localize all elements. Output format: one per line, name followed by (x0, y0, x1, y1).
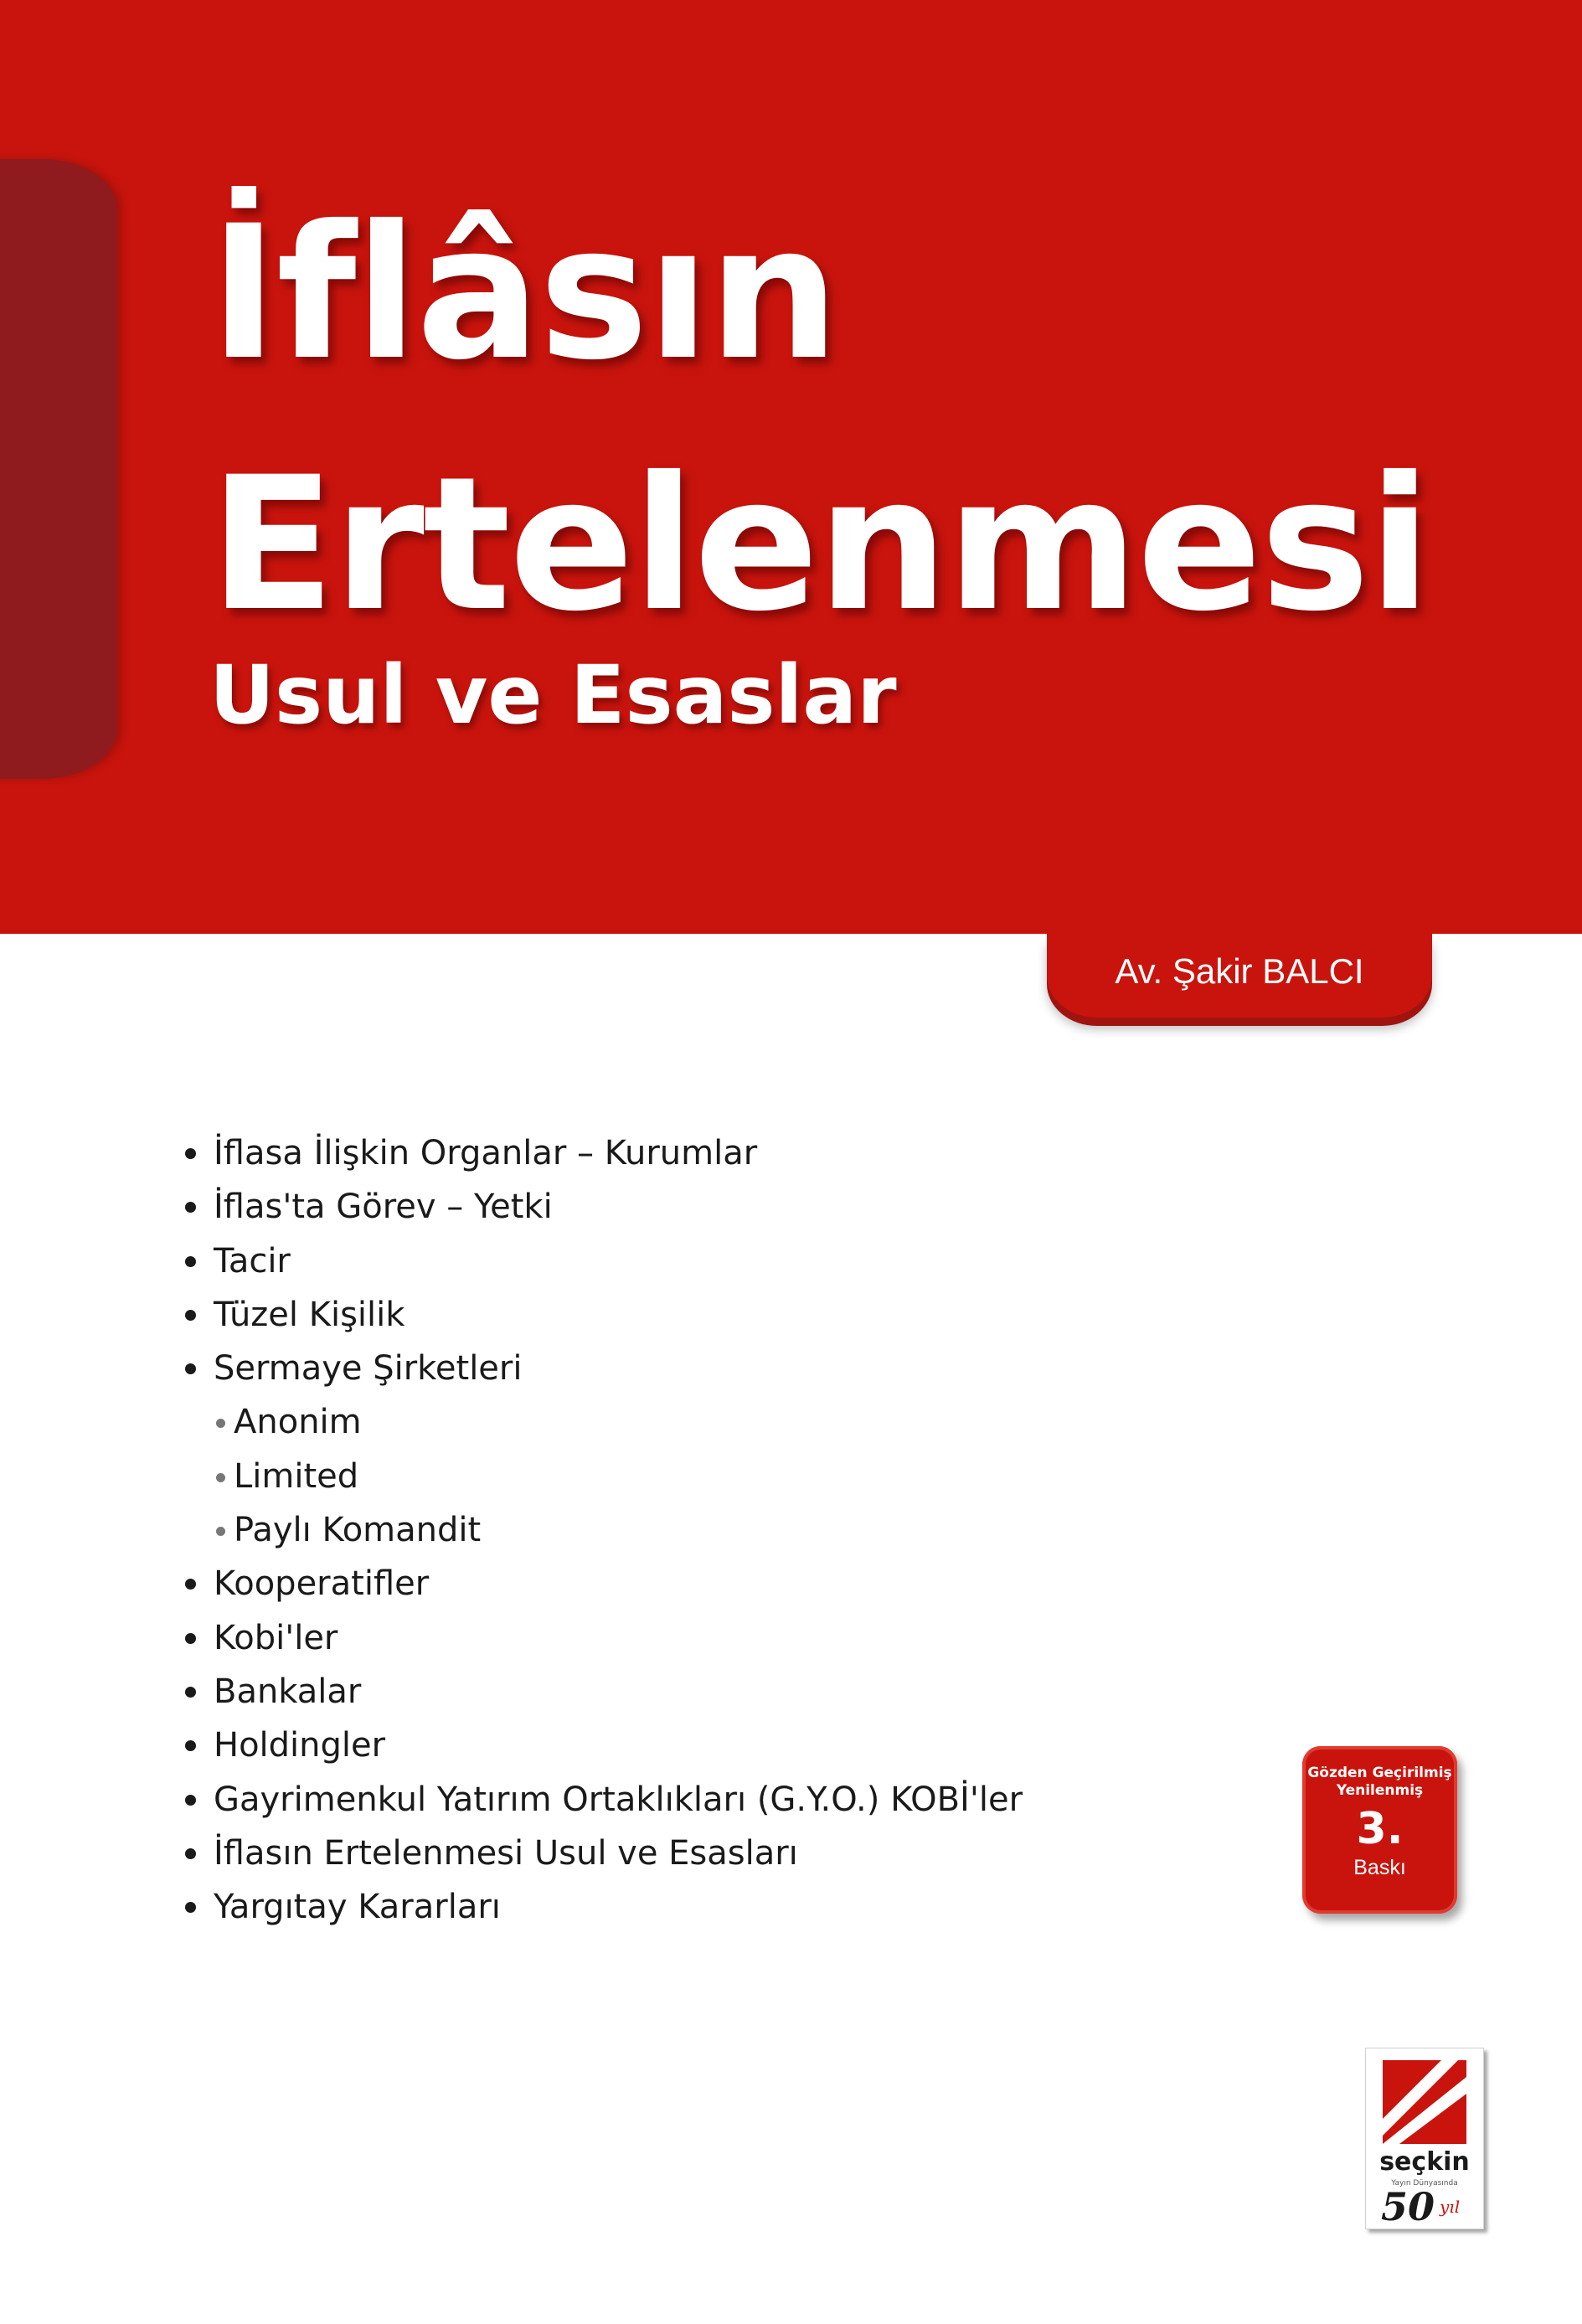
bullet-icon (185, 1795, 196, 1806)
topic-subitem (180, 1503, 1023, 1557)
seckin-logo-icon (1383, 2060, 1466, 2144)
bullet-icon (185, 1579, 196, 1590)
topic-item (180, 1288, 1023, 1342)
topic-text: Holdingler (214, 1726, 386, 1765)
bullet-icon (185, 1310, 196, 1321)
bullet-icon (185, 1902, 196, 1913)
topic-item (180, 1557, 1023, 1610)
book-subtitle: Usul ve Esaslar (209, 648, 897, 742)
topic-text: İflasa İlişkin Organlar – Kurumlar (214, 1134, 758, 1172)
bullet-icon (185, 1848, 196, 1859)
edition-number: 3. (1356, 1804, 1404, 1854)
topic-item (180, 1827, 1023, 1880)
bullet-icon (185, 1687, 196, 1698)
topic-text: Anonim (234, 1403, 362, 1442)
bullet-icon (185, 1633, 196, 1644)
topic-item (180, 1126, 1023, 1180)
author-name: Av. Şakir BALCI (1115, 951, 1364, 991)
bullet-icon (216, 1527, 225, 1536)
topic-text: Paylı Komandit (234, 1511, 482, 1550)
edition-badge-line1: Gözden Geçirilmiş (1307, 1765, 1452, 1781)
topic-item (180, 1180, 1023, 1234)
bullet-icon (185, 1740, 196, 1751)
topic-item (180, 1342, 1023, 1395)
topic-text: İflas'ta Görev – Yetki (214, 1188, 553, 1227)
edition-label: Baskı (1353, 1856, 1406, 1879)
bullet-icon (185, 1202, 196, 1213)
topic-text: Sermaye Şirketleri (214, 1349, 523, 1389)
topic-text: Tacir (214, 1241, 291, 1281)
bullet-icon (216, 1473, 225, 1482)
bullet-icon (185, 1363, 196, 1374)
publisher-name: seçkin (1379, 2147, 1470, 2177)
topic-item (180, 1773, 1023, 1827)
bullet-icon (216, 1419, 225, 1428)
anniversary-suffix: yıl (1440, 2197, 1461, 2217)
bullet-icon (185, 1256, 196, 1267)
topic-subitem (180, 1450, 1023, 1503)
topic-text: Gayrimenkul Yatırım Ortaklıkları (G.Y.O.) KOBİ'ler (214, 1780, 1023, 1819)
topic-item (180, 1234, 1023, 1288)
topic-text: Limited (234, 1456, 359, 1496)
book-title-line1: İflâsın (209, 186, 838, 400)
topic-text: Yargıtay Kararları (214, 1888, 501, 1927)
side-tab-decoration (0, 159, 117, 779)
anniversary-number: 50 (1381, 2184, 1435, 2229)
topic-item (180, 1719, 1023, 1772)
book-title-line2: Ertelenmesi (209, 437, 1430, 652)
topic-item (180, 1880, 1023, 1934)
topic-subitem (180, 1395, 1023, 1449)
bullet-icon (185, 1148, 196, 1159)
edition-badge-line2: Yenilenmiş (1336, 1782, 1424, 1799)
publisher-tagline: Yayın Dünyasında (1391, 2179, 1458, 2187)
topic-item (180, 1665, 1023, 1719)
publisher-logo (1365, 2048, 1484, 2229)
topic-text: Kobi'ler (214, 1618, 338, 1657)
topic-item (180, 1611, 1023, 1665)
topic-text: Bankalar (214, 1672, 362, 1711)
topic-text: Tüzel Kişilik (214, 1295, 405, 1334)
topic-list (180, 1126, 1023, 1934)
topic-text: İflasın Ertelenmesi Usul ve Esasları (214, 1833, 798, 1873)
topic-text: Kooperatifler (214, 1564, 430, 1604)
edition-badge (1302, 1746, 1457, 1914)
